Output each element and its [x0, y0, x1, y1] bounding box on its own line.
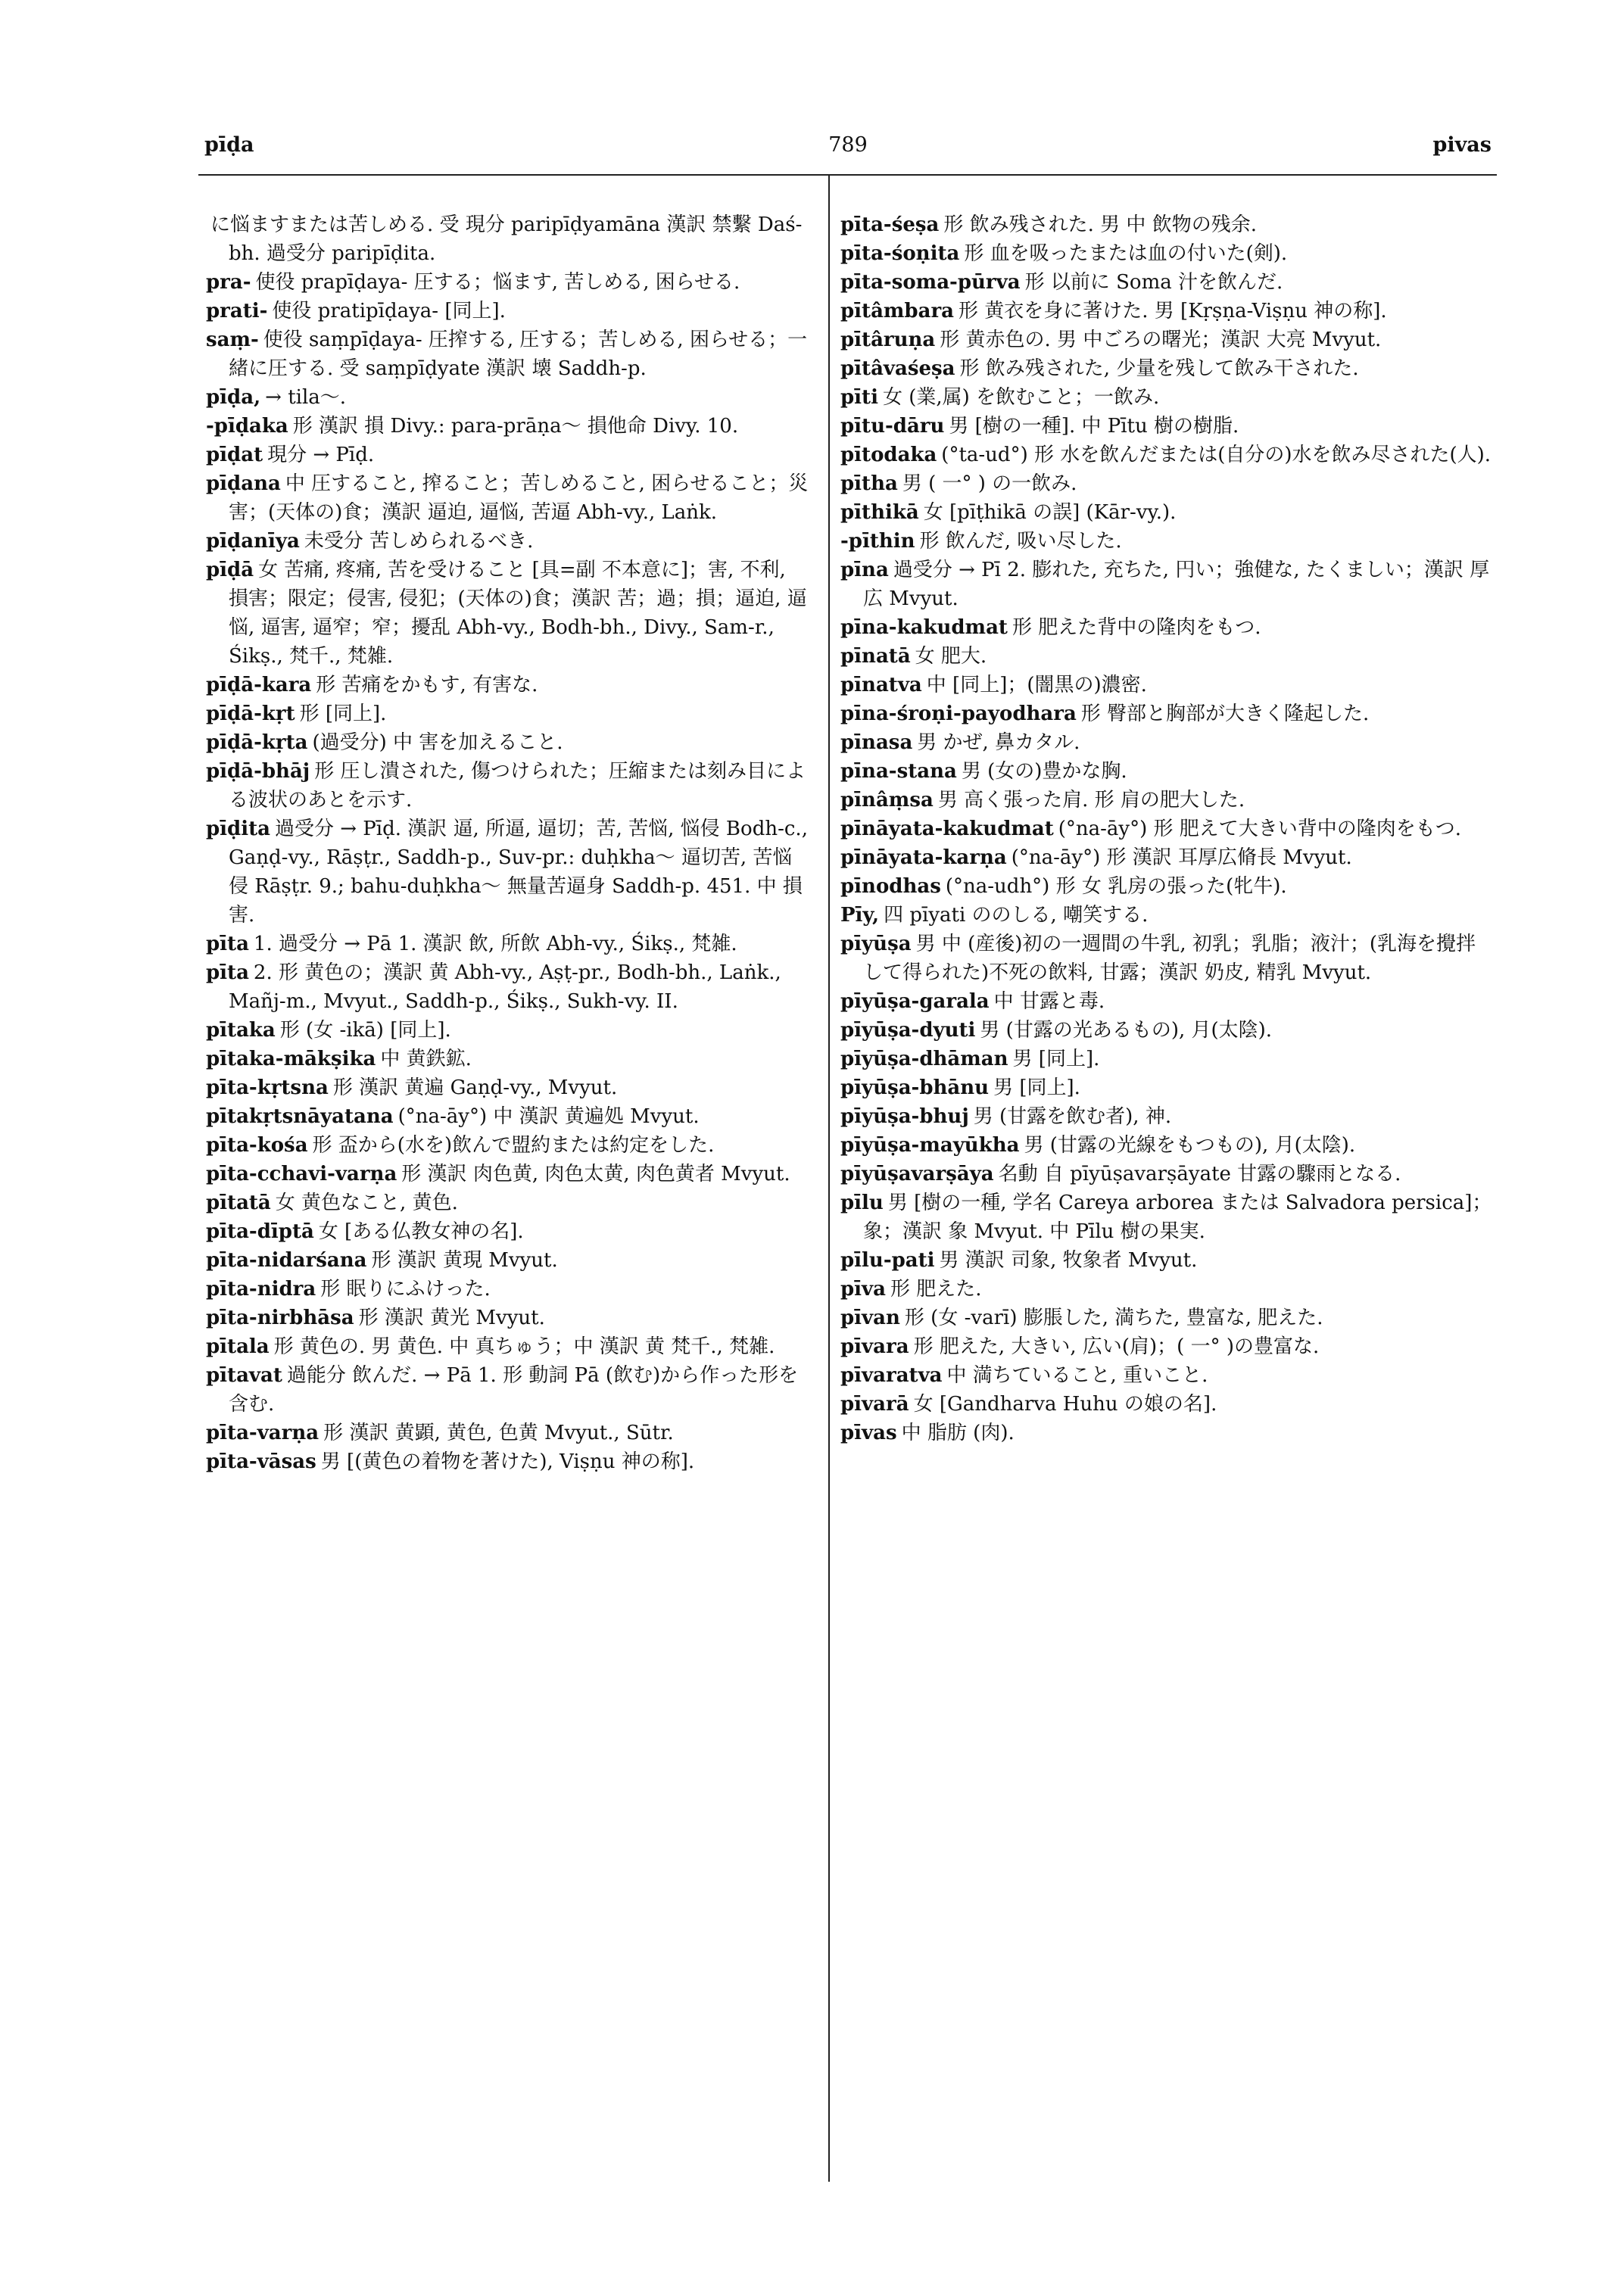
- entry-definition: 男 (甘露を飲む者), 神.: [973, 1105, 1172, 1128]
- entry-definition: 形 漢訳 黄顕, 黄色, 色黄 Mvyut., Sūtr.: [323, 1422, 674, 1444]
- dictionary-entry: [840, 930, 1493, 987]
- entry-definition: 男 [樹の一種]. 中 Pītu 樹の樹脂.: [949, 415, 1239, 438]
- dictionary-entry: [206, 671, 812, 699]
- entry-headword: pīna-śroṇi-payodhara: [840, 703, 1077, 725]
- dictionary-entry: [840, 987, 1493, 1016]
- dictionary-entry: [206, 210, 812, 268]
- entry-headword: pītha: [840, 472, 898, 495]
- entry-headword: prati-: [206, 300, 268, 322]
- entry-headword: pītala: [206, 1335, 270, 1358]
- dictionary-entry: [840, 1419, 1493, 1447]
- entry-definition: 中 満ちていること, 重いこと.: [946, 1364, 1208, 1387]
- entry-definition: 中 脂肪 (肉).: [901, 1422, 1015, 1444]
- entry-definition: 中 甘露と毒.: [993, 990, 1105, 1013]
- entry-headword: pīyūṣa-mayūkha: [840, 1134, 1020, 1157]
- dictionary-entry: [840, 1275, 1493, 1304]
- entry-headword: pīta-varṇa: [206, 1422, 320, 1444]
- entry-definition: 女 [Gandharva Huhu の娘の名].: [913, 1393, 1217, 1416]
- entry-definition: 男 かぜ, 鼻カタル.: [917, 731, 1080, 754]
- entry-definition: 過受分 → Pī 2. 膨れた, 充ちた, 円い；強健な, たくましい；漢訳 厚広 Mvyut.: [863, 559, 1490, 610]
- entry-definition: 形 [同上].: [299, 703, 387, 725]
- dictionary-entry: [206, 326, 812, 383]
- dictionary-entry: [206, 1275, 812, 1304]
- dictionary-entry: [206, 815, 812, 930]
- entry-definition: 形 臀部と胸部が大きく隆起した.: [1080, 703, 1370, 725]
- dictionary-entry: [840, 872, 1493, 901]
- entry-headword: pīta: [206, 961, 249, 984]
- entry-definition: 女 (業,属) を飲むこと；一飲み.: [882, 386, 1160, 409]
- dictionary-entry: [206, 297, 812, 326]
- entry-headword: pītakṛtsnāyatana: [206, 1105, 394, 1128]
- dictionary-entry: [840, 815, 1493, 843]
- entry-headword: pīnāyata-karṇa: [840, 846, 1007, 869]
- dictionary-entry: [840, 1189, 1493, 1246]
- entry-headword: pīḍanīya: [206, 530, 300, 553]
- entry-definition: 女 黄色なこと, 黄色.: [275, 1192, 458, 1214]
- entry-headword: pīyūṣa-dhāman: [840, 1048, 1008, 1070]
- dictionary-entry: [206, 1332, 812, 1361]
- entry-definition: 使役 prapīḍaya- 圧する；悩ます, 苦しめる, 困らせる.: [255, 271, 740, 294]
- entry-definition: 男 [同上].: [1012, 1048, 1100, 1070]
- dictionary-entry: [840, 728, 1493, 757]
- entry-headword: pīḍana: [206, 472, 281, 495]
- dictionary-entry: [840, 556, 1493, 613]
- entry-definition: 形 漢訳 黄現 Mvyut.: [371, 1249, 558, 1272]
- entry-headword: pīta-soma-pūrva: [840, 271, 1021, 294]
- entry-headword: pīyūṣa-bhuj: [840, 1105, 969, 1128]
- entry-headword: pīthikā: [840, 501, 919, 524]
- entry-definition: 形 肥えた.: [890, 1278, 982, 1301]
- dictionary-entry: [206, 441, 812, 469]
- dictionary-entry: [840, 469, 1493, 498]
- entry-headword: pīva: [840, 1278, 887, 1301]
- dictionary-entry: [840, 354, 1493, 383]
- entry-headword: pīta-śoṇita: [840, 242, 960, 265]
- dictionary-entry: [206, 1045, 812, 1073]
- entry-headword: pītâvaśeṣa: [840, 357, 955, 380]
- entry-headword: pīḍita: [206, 818, 270, 840]
- dictionary-entry: [840, 642, 1493, 671]
- entry-definition: 男 (甘露の光あるもの), 月(太陰).: [980, 1019, 1273, 1042]
- dictionary-entry: [840, 786, 1493, 815]
- dictionary-entry: [840, 441, 1493, 469]
- entry-headword: pīḍā-bhāj: [206, 760, 310, 783]
- dictionary-entry: [840, 326, 1493, 354]
- entry-definition: 使役 pratipīḍaya- [同上].: [272, 300, 506, 322]
- entry-definition: 形 圧し潰された, 傷つけられた；圧縮または刻み目による波状のあとを示す.: [229, 760, 806, 812]
- entry-headword: pīta-nidra: [206, 1278, 316, 1301]
- entry-headword: Pīy,: [840, 904, 880, 927]
- entry-definition: 形 盃から(水を)飲んで盟約または約定をした.: [312, 1134, 715, 1157]
- dictionary-entry: [206, 728, 812, 757]
- header-first-word: pīḍa: [204, 133, 254, 157]
- entry-headword: pīta: [206, 933, 249, 955]
- entry-headword: pīnatva: [840, 674, 922, 696]
- entry-headword: pīvan: [840, 1307, 900, 1329]
- entry-definition: 男 高く張った肩. 形 肩の肥大した.: [937, 789, 1245, 812]
- entry-headword: pīlu: [840, 1192, 884, 1214]
- dictionary-entry: [840, 1390, 1493, 1419]
- dictionary-entry: [206, 469, 812, 527]
- entry-headword: pīnāyata-kakudmat: [840, 818, 1054, 840]
- entry-definition: 形 (女 -ikā) [同上].: [279, 1019, 451, 1042]
- entry-headword: pīḍā-kara: [206, 674, 312, 696]
- entry-definition: 過受分 → Pīḍ. 漢訳 逼, 所逼, 逼切；苦, 苦悩, 悩侵 Bodh-c., Gaṇḍ-vy., Rāṣṭr., Saddh-p., Suv-pr.: duḥkha～ 逼切苦, 苦悩侵 Rāṣṭr. 9.; bahu-duḥkha～ 無量苦逼身 Saddh-p. 451. 中 損害.: [229, 818, 808, 927]
- entry-definition: 形 黄衣を身に著けた. 男 [Kṛṣṇa-Viṣṇu 神の称].: [959, 300, 1387, 322]
- dictionary-entry: [840, 268, 1493, 297]
- entry-definition: 男 [樹の一種, 学名 Careya arborea または Salvadora persica]；象；漢訳 象 Mvyut. 中 Pīlu 樹の果実.: [863, 1192, 1492, 1243]
- entry-definition: 形 漢訳 黄光 Mvyut.: [358, 1307, 545, 1329]
- entry-headword: -pīḍaka: [206, 415, 288, 438]
- dictionary-entry: [840, 1332, 1493, 1361]
- entry-headword: pīvas: [840, 1422, 897, 1444]
- entry-definition: 男 漢訳 司象, 牧象者 Mvyut.: [939, 1249, 1198, 1272]
- dictionary-entry: [840, 757, 1493, 786]
- dictionary-entry: [840, 613, 1493, 642]
- dictionary-entry: [206, 412, 812, 441]
- dictionary-entry: [206, 1217, 812, 1246]
- entry-definition: 形 黄色の. 男 黄色. 中 真ちゅう；中 漢訳 黄 梵千., 梵雑.: [273, 1335, 775, 1358]
- dictionary-entry: [206, 1016, 812, 1045]
- dictionary-entry: [206, 930, 812, 958]
- entry-headword: pīta-kośa: [206, 1134, 308, 1157]
- dictionary-entry: [840, 297, 1493, 326]
- dictionary-entry: [206, 699, 812, 728]
- entry-definition: (°na-āy°) 形 肥えて大きい背中の隆肉をもつ.: [1058, 818, 1462, 840]
- dictionary-entry: [840, 383, 1493, 412]
- entry-headword: pīta-śeṣa: [840, 213, 940, 236]
- entry-headword: pīnasa: [840, 731, 913, 754]
- entry-headword: pīḍā-kṛta: [206, 731, 308, 754]
- entry-headword: pīḍat: [206, 444, 263, 466]
- entry-definition: 男 ( 一° ) の一飲み.: [902, 472, 1077, 495]
- entry-headword: pīḍā: [206, 559, 254, 581]
- entry-definition: 形 漢訳 損 Divy.: para-prāṇa～ 損他命 Divy. 10.: [292, 415, 739, 438]
- dictionary-entry: [840, 1304, 1493, 1332]
- entry-definition: 形 苦痛をかもす, 有害な.: [316, 674, 538, 696]
- entry-headword: pīta-nidarśana: [206, 1249, 367, 1272]
- dictionary-entry: [840, 843, 1493, 872]
- entry-headword: pīyūṣa: [840, 933, 912, 955]
- entry-definition: 過能分 飲んだ. → Pā 1. 形 動詞 Pā (飲む)から作った形を含む.: [229, 1364, 799, 1416]
- dictionary-entry: [206, 1246, 812, 1275]
- dictionary-entry: [840, 1361, 1493, 1390]
- entry-headword: pīna-stana: [840, 760, 957, 783]
- entry-definition: (過受分) 中 害を加えること.: [312, 731, 563, 754]
- entry-headword: pīyūṣa-bhānu: [840, 1076, 990, 1099]
- entry-headword: pīnodhas: [840, 875, 941, 898]
- entry-definition: 中 [同上]；(闇黒の)濃密.: [926, 674, 1147, 696]
- dictionary-entry: [840, 210, 1493, 239]
- entry-definition: 女 [pīṭhikā の誤] (Kār-vy.).: [923, 501, 1177, 524]
- dictionary-entry: [840, 527, 1493, 556]
- entry-definition: 形 肥えた, 大きい, 広い(肩)；( 一° )の豊富な.: [913, 1335, 1320, 1358]
- dictionary-entry: [206, 1131, 812, 1160]
- dictionary-entry: [840, 239, 1493, 268]
- entry-definition: 男 [同上].: [993, 1076, 1080, 1099]
- dictionary-entry: [206, 1447, 812, 1476]
- entry-definition: に悩ますまたは苦しめる. 受 現分 paripīḍyamāna 漢訳 禁繫 Daś-bh. 過受分 paripīḍita.: [210, 213, 803, 265]
- dictionary-entry: [206, 556, 812, 671]
- entry-headword: pīta-vāsas: [206, 1450, 316, 1473]
- entry-headword: pītâmbara: [840, 300, 954, 322]
- entry-definition: (°na-udh°) 形 女 乳房の張った(牝牛).: [945, 875, 1287, 898]
- entry-headword: pītu-dāru: [840, 415, 945, 438]
- left-column: [206, 210, 812, 1476]
- entry-headword: pīyūṣa-dyuti: [840, 1019, 976, 1042]
- entry-definition: 使役 saṃpīḍaya- 圧搾する, 圧する；苦しめる, 困らせる；一緒に圧する. 受 saṃpīḍyate 漢訳 壊 Saddh-p.: [229, 329, 808, 380]
- entry-definition: 名動 自 pīyūṣavarṣāyate 甘露の驟雨となる.: [998, 1163, 1401, 1185]
- entry-definition: 中 黄鉄鉱.: [380, 1048, 472, 1070]
- dictionary-entry: [206, 1419, 812, 1447]
- entry-definition: 形 飲んだ, 吸い尽した.: [919, 530, 1122, 553]
- entry-definition: 中 圧すること, 搾ること；苦しめること, 困らせること；災害；(天体の)食；漢訳 逼迫, 逼悩, 苦逼 Abh-vy., Laṅk.: [229, 472, 809, 524]
- entry-definition: 未受分 苦しめられるべき.: [304, 530, 534, 553]
- entry-definition: (°ta-ud°) 形 水を飲んだまたは(自分の)水を飲み尽された(人).: [941, 444, 1492, 466]
- header-rule: [198, 174, 1497, 176]
- dictionary-entry: [206, 1304, 812, 1332]
- entry-headword: pīnâṃsa: [840, 789, 934, 812]
- dictionary-entry: [206, 1073, 812, 1102]
- entry-definition: 形 眠りにふけった.: [320, 1278, 491, 1301]
- entry-headword: pīvaratva: [840, 1364, 943, 1387]
- entry-headword: pīlu-pati: [840, 1249, 935, 1272]
- dictionary-entry: [840, 1016, 1493, 1045]
- entry-headword: pīyūṣa-garala: [840, 990, 990, 1013]
- dictionary-entry: [206, 383, 812, 412]
- dictionary-entry: [840, 1246, 1493, 1275]
- entry-headword: pītâruṇa: [840, 329, 936, 351]
- dictionary-entry: [840, 699, 1493, 728]
- dictionary-entry: [206, 1189, 812, 1217]
- dictionary-entry: [840, 412, 1493, 441]
- entry-headword: pīyūṣavarṣāya: [840, 1163, 994, 1185]
- entry-headword: pīta-nirbhāsa: [206, 1307, 354, 1329]
- dictionary-entry: [206, 1160, 812, 1189]
- entry-headword: pīta-kṛtsna: [206, 1076, 329, 1099]
- entry-headword: pītavat: [206, 1364, 282, 1387]
- dictionary-entry: [206, 527, 812, 556]
- dictionary-entry: [840, 671, 1493, 699]
- dictionary-entry: [206, 1361, 812, 1419]
- entry-definition: 男 (甘露の光線をもつもの), 月(太陰).: [1024, 1134, 1356, 1157]
- entry-definition: 形 飲み残された. 男 中 飲物の残余.: [943, 213, 1257, 236]
- entry-headword: pīta-dīptā: [206, 1220, 314, 1243]
- dictionary-entry: [840, 498, 1493, 527]
- entry-definition: (°na-āy°) 形 漢訳 耳厚広脩長 Mvyut.: [1011, 846, 1352, 869]
- entry-definition: 女 肥大.: [915, 645, 987, 668]
- entry-definition: 女 [ある仏教女神の名].: [318, 1220, 524, 1243]
- entry-definition: 1. 過受分 → Pā 1. 漢訳 飲, 所飲 Abh-vy., Śikṣ., 梵雑.: [253, 933, 737, 955]
- entry-definition: 四 pīyati ののしる, 嘲笑する.: [884, 904, 1149, 927]
- dictionary-entry: [206, 268, 812, 297]
- entry-headword: pīna: [840, 559, 889, 581]
- entry-headword: pīvara: [840, 1335, 909, 1358]
- page-number: 789: [828, 133, 868, 157]
- header-last-word: pivas: [1432, 133, 1492, 157]
- dictionary-entry: [840, 1102, 1493, 1131]
- entry-headword: pītaka-mākṣika: [206, 1048, 376, 1070]
- entry-definition: 男 中 (産後)初の一週間の牛乳, 初乳；乳脂；液汁；(乳海を攪拌して得られた)不死の飲料, 甘露；漢訳 奶皮, 精乳 Mvyut.: [863, 933, 1476, 984]
- column-divider: [828, 176, 830, 2182]
- dictionary-entry: [206, 1102, 812, 1131]
- dictionary-entry: [206, 958, 812, 1016]
- entry-definition: 形 肥えた背中の隆肉をもつ.: [1011, 616, 1261, 639]
- dictionary-entry: [840, 1160, 1493, 1189]
- entry-headword: -pīthin: [840, 530, 915, 553]
- running-header: [204, 133, 1492, 176]
- entry-headword: pra-: [206, 271, 251, 294]
- entry-headword: pīvarā: [840, 1393, 909, 1416]
- right-column: [840, 210, 1493, 1447]
- dictionary-entry: [840, 1073, 1493, 1102]
- entry-definition: 2. 形 黄色の；漢訳 黄 Abh-vy., Aṣṭ-pr., Bodh-bh., Laṅk., Mañj-m., Mvyut., Saddh-p., Śikṣ., Sukh-vy. II.: [229, 961, 781, 1013]
- entry-definition: 形 血を吸ったまたは血の付いた(剣).: [964, 242, 1288, 265]
- entry-definition: 形 以前に Soma 汁を飲んだ.: [1024, 271, 1283, 294]
- entry-headword: saṃ-: [206, 329, 259, 351]
- entry-headword: pīti: [840, 386, 878, 409]
- dictionary-entry: [840, 901, 1493, 930]
- entry-headword: pītaka: [206, 1019, 276, 1042]
- entry-definition: 男 [(黄色の着物を著けた), Viṣṇu 神の称].: [320, 1450, 695, 1473]
- entry-headword: pīnatā: [840, 645, 911, 668]
- entry-definition: 男 (女の)豊かな胸.: [961, 760, 1127, 783]
- entry-headword: pīna-kakudmat: [840, 616, 1008, 639]
- dictionary-entry: [840, 1131, 1493, 1160]
- entry-definition: 形 漢訳 肉色黄, 肉色太黄, 肉色黄者 Mvyut.: [401, 1163, 790, 1185]
- entry-definition: 形 飲み残された, 少量を残して飲み干された.: [959, 357, 1359, 380]
- entry-definition: (°na-āy°) 中 漢訳 黄遍処 Mvyut.: [397, 1105, 700, 1128]
- dictionary-entry: [840, 1045, 1493, 1073]
- entry-definition: 現分 → Pīḍ.: [267, 444, 375, 466]
- dictionary-entry: [206, 757, 812, 815]
- entry-definition: 形 (女 -varī) 膨脹した, 満ちた, 豊富な, 肥えた.: [904, 1307, 1323, 1329]
- entry-headword: pīḍā-kṛt: [206, 703, 295, 725]
- entry-definition: 女 苦痛, 疼痛, 苦を受けること [具=副 不本意に]；害, 不利, 損害；限定；侵害, 侵犯；(天体の)食；漢訳 苦；過；損；逼迫, 逼悩, 逼害, 逼窄；窄；擾乱 Abh-vy., Bodh-bh., Divy., Sam-r., Śikṣ., 梵千., 梵雑.: [229, 559, 807, 668]
- entry-definition: 形 黄赤色の. 男 中ごろの曙光；漢訳 大亮 Mvyut.: [940, 329, 1382, 351]
- entry-headword: pīḍa,: [206, 386, 261, 409]
- entry-headword: pītatā: [206, 1192, 271, 1214]
- entry-definition: 形 漢訳 黄遍 Gaṇḍ-vy., Mvyut.: [332, 1076, 618, 1099]
- entry-headword: pītodaka: [840, 444, 937, 466]
- entry-definition: → tila～.: [265, 386, 347, 409]
- entry-headword: pīta-cchavi-varṇa: [206, 1163, 397, 1185]
